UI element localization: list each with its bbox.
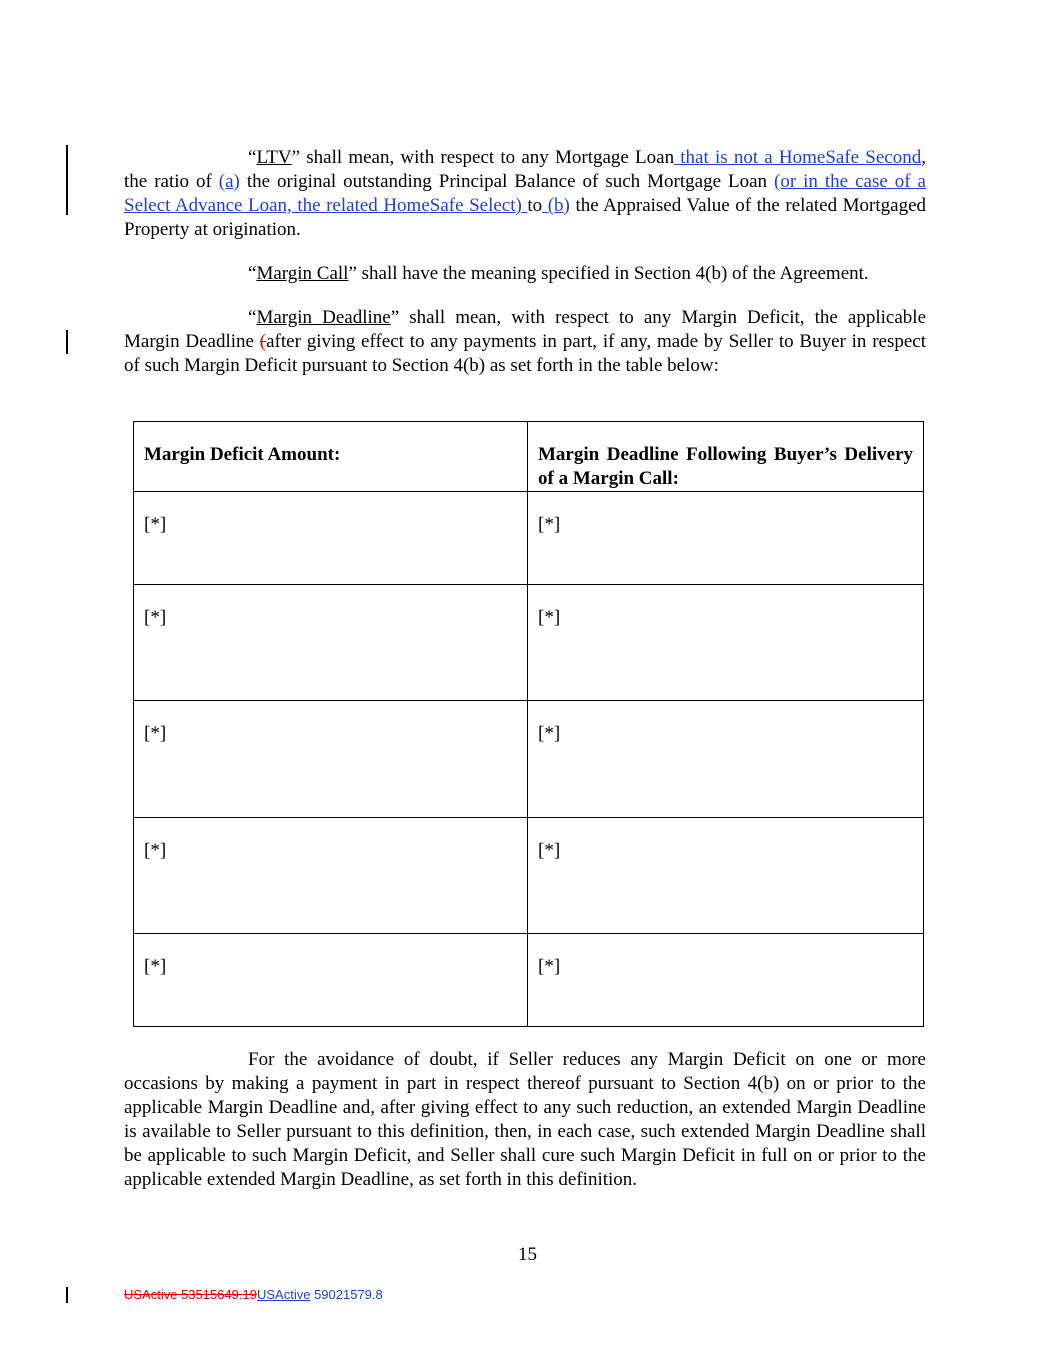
margin-deadline-table	[133, 421, 924, 1027]
table-cell: [*]	[528, 492, 924, 585]
change-bar	[66, 330, 68, 354]
insertion: (b)	[542, 195, 570, 216]
table-row	[134, 934, 924, 1027]
table-row	[134, 492, 924, 585]
ltv-definition: “LTV” shall mean, with respect to any Mortgage Loan that is not a HomeSafe Second, the ratio of (a) the original outstanding Principal Balance of such Mortgage Loan (or in the case of a Select Advance Loan, the related HomeSafe Select) to (b) the Appraised Value of the related Mortgaged Property at origination.	[124, 147, 927, 240]
deletion: (	[259, 331, 267, 352]
table-cell: [*]	[134, 818, 528, 934]
margin-call-term: Margin Call	[256, 263, 349, 284]
margin-deadline-definition: “Margin Deadline” shall mean, with respect to any Margin Deficit, the applicable Margin Deadline (after giving effect to any payments in part, if any, made by Seller to Buyer in respect of such Margin Deficit pursuant to Section 4(b) as set forth in the table below:	[124, 307, 927, 376]
document-id-footer	[124, 1287, 383, 1302]
insertion: (a)	[218, 171, 240, 192]
margin-call-definition: “Margin Call” shall have the meaning specified in Section 4(b) of the Agreement.	[248, 263, 869, 284]
page-number: 15	[518, 1244, 537, 1265]
avoidance-of-doubt-paragraph: For the avoidance of doubt, if Seller reduces any Margin Deficit on one or more occasions by making a payment in part in respect thereof pursuant to Section 4(b) on or prior to the applicable Margin Deadline and, after giving effect to any such reduction, an extended Margin Deadline is available to Seller pursuant to this definition, then, in each case, such extended Margin Deadline shall be applicable to such Margin Deficit, and Seller shall cure such Margin Deficit in full on or prior to the applicable extended Margin Deadline, as set forth in this definition.	[124, 1049, 926, 1190]
table-cell: [*]	[528, 701, 924, 818]
table-row	[134, 701, 924, 818]
ltv-term: LTV	[256, 147, 292, 168]
table-row	[134, 818, 924, 934]
table-cell: [*]	[528, 934, 924, 1027]
table-cell: [*]	[134, 492, 528, 585]
change-bar	[66, 1287, 68, 1303]
margin-deadline-term: Margin Deadline	[256, 307, 391, 328]
table-cell: [*]	[134, 585, 528, 701]
doc-id-number: 59021579.8	[310, 1287, 383, 1302]
table-cell: [*]	[528, 585, 924, 701]
table-header-row	[134, 422, 924, 492]
table-cell: [*]	[134, 701, 528, 818]
insertion: that is not a HomeSafe Second	[674, 147, 922, 168]
change-bar	[66, 145, 68, 215]
table-cell: [*]	[528, 818, 924, 934]
inserted-doc-id: USActive	[256, 1287, 311, 1302]
insertion: (or in the case of a Select Advance Loan, the related HomeSafe Select)	[124, 171, 926, 216]
table-row	[134, 585, 924, 701]
table-cell: [*]	[134, 934, 528, 1027]
deleted-doc-id: USActive 53515649.19	[124, 1287, 257, 1302]
table-header-cell: Margin Deadline Following Buyer’s Delivery of a Margin Call:	[528, 422, 924, 492]
table-header-cell: Margin Deficit Amount:	[134, 422, 528, 492]
